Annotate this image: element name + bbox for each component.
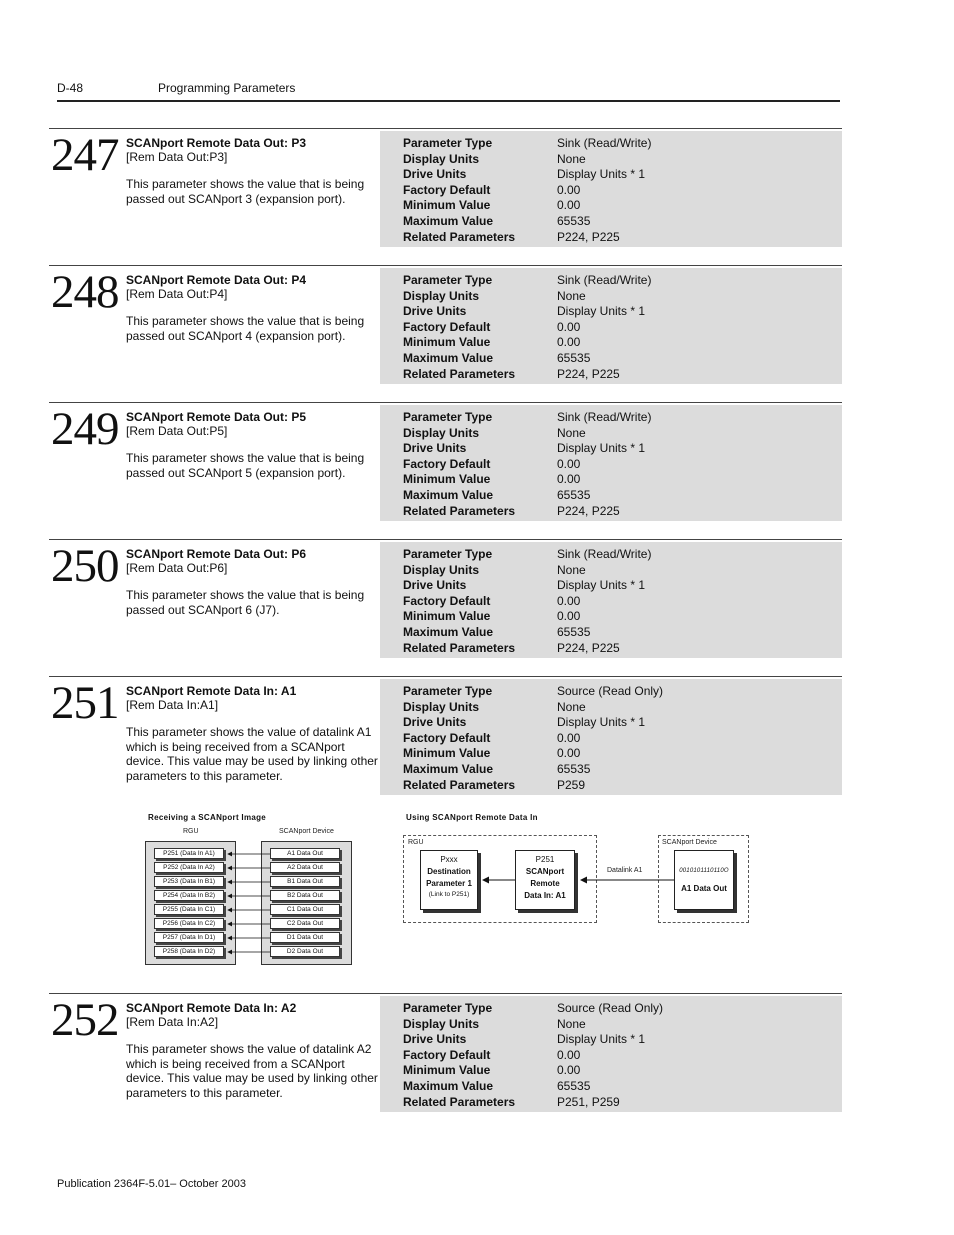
device-data-out-item: A2 Data Out	[270, 862, 340, 873]
spec-label: Display Units	[403, 562, 480, 577]
parameter-number: 247	[51, 129, 119, 181]
remote-block-line1: P251	[535, 855, 555, 864]
parameter-title: SCANport Remote Data Out: P6	[126, 547, 307, 561]
spec-value: None	[557, 288, 586, 303]
spec-label: Display Units	[403, 151, 480, 166]
spec-value: Source (Read Only)	[557, 684, 664, 698]
spec-value: None	[557, 699, 586, 714]
spec-label: Factory Default	[403, 730, 491, 745]
spec-value: P224, P225	[557, 229, 620, 244]
spec-label: Parameter Type	[403, 547, 493, 561]
spec-value: 65535	[557, 350, 591, 365]
parameter-number: 252	[51, 994, 119, 1046]
spec-label: Factory Default	[403, 593, 491, 608]
parameter-description: This parameter shows the value that is being passed out SCANport 6 (J7).	[126, 588, 365, 617]
spec-label: Maximum Value	[403, 624, 494, 639]
spec-value: Display Units * 1	[557, 304, 646, 319]
parameter-short-name: [Rem Data Out:P6]	[126, 561, 228, 575]
spec-value: Sink (Read/Write)	[557, 136, 652, 150]
spec-label: Factory Default	[403, 182, 491, 197]
spec-label: Related Parameters	[403, 229, 516, 244]
rgu-data-in-item: P254 (Data In B2)	[154, 890, 224, 901]
using-diagram-title: Using SCANport Remote Data In	[406, 813, 538, 822]
device-data-out-item: B2 Data Out	[270, 890, 340, 901]
dest-block-line3: Parameter 1	[426, 879, 472, 888]
parameter-description: This parameter shows the value of datalink A1 which is being received from a SCANport device. This value may be used by linking other parameters to this parameter.	[126, 725, 378, 783]
parameter-short-name: [Rem Data In:A2]	[126, 1015, 219, 1029]
remote-block-line4: Data In: A1	[524, 891, 566, 900]
spec-label: Drive Units	[403, 1032, 467, 1047]
parameter-short-name: [Rem Data Out:P5]	[126, 424, 228, 438]
spec-label: Minimum Value	[403, 335, 491, 350]
remote-block-line3: Remote	[530, 879, 560, 888]
spec-value: Display Units * 1	[557, 715, 646, 730]
dest-block-line1: Pxxx	[440, 855, 458, 864]
rgu-data-in-item: P257 (Data In D1)	[154, 932, 224, 943]
parameter-title: SCANport Remote Data Out: P5	[126, 410, 307, 424]
spec-value: None	[557, 1016, 586, 1031]
spec-value: 0.00	[557, 335, 581, 350]
spec-value: 0.00	[557, 198, 581, 213]
remote-block-line2: SCANport	[525, 867, 565, 876]
spec-value: 0.00	[557, 456, 581, 471]
spec-value: 0.00	[557, 1047, 581, 1062]
parameter-description: This parameter shows the value of datalink A2 which is being received from a SCANport device. This value may be used by linking other parameters to this parameter.	[126, 1042, 378, 1100]
spec-label: Drive Units	[403, 304, 467, 319]
spec-value: 0.00	[557, 182, 581, 197]
parameter-number: 249	[51, 403, 119, 455]
spec-label: Display Units	[403, 1016, 480, 1031]
receiving-diagram-title: Receiving a SCANport Image	[148, 813, 267, 822]
spec-value: 65535	[557, 761, 591, 776]
spec-label: Drive Units	[403, 441, 467, 456]
rgu-panel-label: RGU	[408, 839, 424, 846]
device-data-out-item: C2 Data Out	[270, 918, 340, 929]
receiving-rgu-label: RGU	[183, 828, 199, 835]
spec-value: 0.00	[557, 593, 581, 608]
parameter-number: 250	[51, 540, 119, 592]
spec-label: Drive Units	[403, 715, 467, 730]
spec-value: Sink (Read/Write)	[557, 410, 652, 424]
spec-label: Minimum Value	[403, 746, 491, 761]
spec-label: Minimum Value	[403, 1063, 491, 1078]
receiving-device-label: SCANport Device	[279, 828, 334, 835]
spec-label: Parameter Type	[403, 410, 493, 424]
dest-block-line4: (Link to P251)	[428, 891, 470, 898]
device-block-label: A1 Data Out	[681, 884, 727, 893]
parameter-title: SCANport Remote Data In: A1	[126, 684, 297, 698]
section-title: Programming Parameters	[158, 81, 296, 95]
spec-value: Display Units * 1	[557, 578, 646, 593]
spec-label: Related Parameters	[403, 366, 516, 381]
spec-label: Maximum Value	[403, 761, 494, 776]
spec-label: Related Parameters	[403, 640, 516, 655]
spec-value: P259	[557, 777, 586, 792]
spec-value: P224, P225	[557, 366, 620, 381]
spec-label: Drive Units	[403, 578, 467, 593]
parameter-description: This parameter shows the value that is being passed out SCANport 3 (expansion port).	[126, 177, 365, 206]
page-number: D-48	[57, 81, 84, 95]
spec-label: Parameter Type	[403, 136, 493, 150]
spec-value: 0.00	[557, 746, 581, 761]
spec-value: 0.00	[557, 472, 581, 487]
spec-label: Related Parameters	[403, 1094, 516, 1109]
spec-value: Source (Read Only)	[557, 1001, 664, 1015]
spec-label: Maximum Value	[403, 487, 494, 502]
spec-value: Display Units * 1	[557, 1032, 646, 1047]
spec-value: 65535	[557, 624, 591, 639]
parameter-title: SCANport Remote Data In: A2	[126, 1001, 297, 1015]
spec-value: Display Units * 1	[557, 167, 646, 182]
spec-label: Parameter Type	[403, 273, 493, 287]
rgu-data-in-item: P252 (Data In A2)	[154, 862, 224, 873]
spec-value: P224, P225	[557, 640, 620, 655]
spec-value: 0.00	[557, 730, 581, 745]
parameter-number: 251	[51, 677, 119, 729]
dest-block-line2: Destination	[427, 867, 471, 876]
device-data-out-item: B1 Data Out	[270, 876, 340, 887]
spec-value: Sink (Read/Write)	[557, 273, 652, 287]
device-data-out-item: D2 Data Out	[270, 946, 340, 957]
parameter-title: SCANport Remote Data Out: P3	[126, 136, 307, 150]
device-panel-label: SCANport Device	[662, 839, 717, 846]
spec-value: None	[557, 151, 586, 166]
spec-label: Maximum Value	[403, 1078, 494, 1093]
spec-value: 0.00	[557, 1063, 581, 1078]
spec-label: Related Parameters	[403, 777, 516, 792]
spec-value: 65535	[557, 487, 591, 502]
spec-label: Factory Default	[403, 456, 491, 471]
spec-label: Minimum Value	[403, 472, 491, 487]
rgu-data-in-item: P255 (Data In C1)	[154, 904, 224, 915]
parameter-title: SCANport Remote Data Out: P4	[126, 273, 307, 287]
spec-value: Sink (Read/Write)	[557, 547, 652, 561]
spec-label: Factory Default	[403, 319, 491, 334]
spec-label: Display Units	[403, 288, 480, 303]
spec-value: 0.00	[557, 319, 581, 334]
spec-value: None	[557, 425, 586, 440]
spec-label: Minimum Value	[403, 609, 491, 624]
spec-label: Factory Default	[403, 1047, 491, 1062]
spec-value: P224, P225	[557, 503, 620, 518]
spec-value: None	[557, 562, 586, 577]
spec-label: Display Units	[403, 699, 480, 714]
spec-label: Parameter Type	[403, 684, 493, 698]
device-data-out-item: D1 Data Out	[270, 932, 340, 943]
device-data-out-item: A1 Data Out	[270, 848, 340, 859]
publication-footer: Publication 2364F-5.01– October 2003	[57, 1178, 246, 1190]
device-data-out-item: C1 Data Out	[270, 904, 340, 915]
spec-value: 65535	[557, 1078, 591, 1093]
spec-label: Drive Units	[403, 167, 467, 182]
rgu-data-in-item: P258 (Data In D2)	[154, 946, 224, 957]
parameter-short-name: [Rem Data In:A1]	[126, 698, 219, 712]
spec-label: Parameter Type	[403, 1001, 493, 1015]
spec-label: Maximum Value	[403, 350, 494, 365]
parameter-description: This parameter shows the value that is being passed out SCANport 4 (expansion port).	[126, 314, 365, 343]
parameter-number: 248	[51, 266, 119, 318]
parameter-short-name: [Rem Data Out:P3]	[126, 150, 228, 164]
spec-label: Maximum Value	[403, 213, 494, 228]
parameter-description: This parameter shows the value that is being passed out SCANport 5 (expansion port).	[126, 451, 365, 480]
rgu-data-in-item: P251 (Data In A1)	[154, 848, 224, 859]
spec-value: 65535	[557, 213, 591, 228]
spec-label: Display Units	[403, 425, 480, 440]
device-data-bits: 0010101110110O	[679, 868, 729, 874]
parameter-short-name: [Rem Data Out:P4]	[126, 287, 228, 301]
datalink-label: Datalink A1	[607, 867, 643, 874]
spec-value: P251, P259	[557, 1094, 620, 1109]
rgu-data-in-item: P256 (Data In C2)	[154, 918, 224, 929]
spec-value: Display Units * 1	[557, 441, 646, 456]
rgu-data-in-item: P253 (Data In B1)	[154, 876, 224, 887]
spec-label: Related Parameters	[403, 503, 516, 518]
spec-value: 0.00	[557, 609, 581, 624]
spec-label: Minimum Value	[403, 198, 491, 213]
